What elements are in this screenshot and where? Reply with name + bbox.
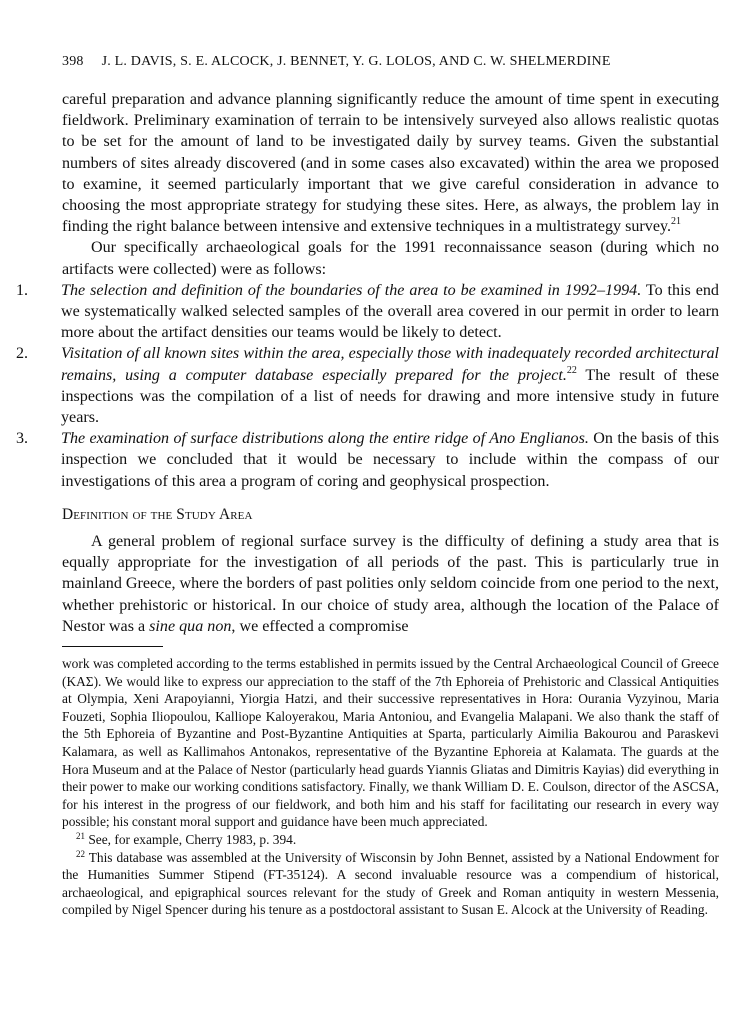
footnote-continued: work was completed according to the terms established in permits issued by the Central Archaeological Council of Greece (ΚΑΣ). We would like to express our appreciation to the staff of the 7th Ephoreia of Prehistoric and Classical Antiquities at Olympia, Xeni Arapoyianni, Yiorgia Hatzi, and their successive representatives in Hora: Ourania Vyzyinou, Maria Fouzeti, Sophia Iliopoulou, Kalliope Kaloyerakou, Maria Antoniou, and Evangelia Malapani. We also thank the staff of the 5th Ephoreia of Byzantine and Post-Byzantine Antiquities at Sparta, particularly Aimilia Bakourou and Paraskevi Kalamara, as well as Kallimahos Antonakos, representative of the Byzantine Ephoreia at Kalamata. The guards at the Hora Museum and at the Palace of Nestor (particularly head guards Yiannis Gliatas and Dimitris Kayias) did everything in their power to make our working conditions satisfactory. Finally, we thank William D. E. Coulson, director of the ASCSA, for his interest in the progress of our fieldwork, and both him and his staff for facilitating our research in every way possible; his constant moral support and guidance have been much appreciated. <box>62 656 719 830</box>
goal-description: On the basis of this inspection we concluded that it would be necessary to include within the compass of our investigations of this area a program of coring and geophysical prospection. <box>61 430 719 490</box>
paragraph-2: Our specifically archaeological goals for the 1991 reconnaissance season (during which no artifacts were collected) were as follows: <box>62 239 719 278</box>
footnote-21 <box>62 831 719 849</box>
goal-description: The result of these inspections was the compilation of a list of needs for drawing and more intensive study in future years. <box>61 366 719 427</box>
section-heading: Definition of the Study Area <box>62 505 253 523</box>
footnote-rule <box>62 646 163 647</box>
goal-number: 1. <box>16 281 29 299</box>
goal-item-3 <box>16 428 719 492</box>
goals-list <box>16 280 719 492</box>
goal-title: The selection and definition of the boundaries of the area to be examined in 1992–1994. <box>61 281 642 299</box>
footnote-text: See, for example, Cherry 1983, p. 394. <box>85 831 297 847</box>
paragraph-1-text: careful preparation and advance planning significantly reduce the amount of time spent in executing fieldwork. Preliminary examination of terrain to be intensively surveyed also allows realistic quotas to be set for the amount of land to be investigated daily by survey teams. Given the substantial numbers of sites already discovered (and in some cases also excavated) within the area we proposed to examine, it seemed particularly important that we give careful consideration in advance to choosing the most appropriate strategy for studying these sites. Here, as always, the problem lay in finding the right balance between intensive and extensive techniques in a multistrategy survey. <box>62 91 719 236</box>
footnote-ref-21[interactable]: 21 <box>671 216 681 228</box>
paragraph-3 <box>62 531 719 637</box>
goal-text <box>61 280 719 344</box>
goal-text <box>61 428 719 492</box>
footnote-22 <box>62 849 719 919</box>
footnote-text: This database was assembled at the University of Wisconsin by John Bennet, assisted by a National Endowment for the Humanities Summer Stipend (FT-35124). A second invaluable resource was a compendium of historical, archaeological, and epigraphical sources relevant for the study of Greek and Roman antiquity in western Messenia, compiled by Nigel Spencer during his tenure as a postdoctoral assistant to Susan E. Alcock at the University of Reading. <box>62 849 719 918</box>
goal-number: 2. <box>16 345 29 363</box>
running-head <box>62 54 692 70</box>
main-text <box>16 89 719 637</box>
goal-number: 3. <box>16 430 29 448</box>
page-number: 398 <box>62 54 84 69</box>
footnote-ref-22[interactable]: 22 <box>566 364 577 376</box>
goal-item-1 <box>16 280 719 344</box>
paragraph-3-italic: sine qua non <box>149 617 232 635</box>
footnote-number: 22 <box>76 848 85 859</box>
goals-list-wrapper <box>16 280 719 492</box>
author-line: J. L. DAVIS, S. E. ALCOCK, J. BENNET, Y. G. LOLOS, AND C. W. SHELMERDINE <box>101 54 611 69</box>
paragraph-3-text-b: , we effected a compromise <box>231 617 409 635</box>
paragraph-3-text-a: A general problem of regional surface survey is the difficulty of defining a study area that is equally appropriate for the investigation of all periods of the past. This is particularly true in mainland Greece, where the borders of past polities only seldom coincide from one period to the next, whether prehistoric or historical. In our choice of study area, although the location of the Palace of Nestor was a <box>62 533 719 635</box>
goal-title: The examination of surface distributions along the entire ridge of Ano Englianos. <box>61 430 589 448</box>
goal-description: To this end we systematically walked selected samples of the overall area covered in our permit in order to learn more about the artifact densities our teams would be likely to detect. <box>61 281 719 342</box>
goal-title: Visitation of all known sites within the area, especially those with inadequately recorded architectural remains, using a computer database especially prepared for the project. <box>61 345 719 384</box>
footnotes <box>62 655 719 919</box>
footnote-number: 21 <box>76 830 85 841</box>
goal-item-2 <box>16 343 719 428</box>
paragraph-1 <box>62 89 719 237</box>
goal-text <box>61 343 719 428</box>
